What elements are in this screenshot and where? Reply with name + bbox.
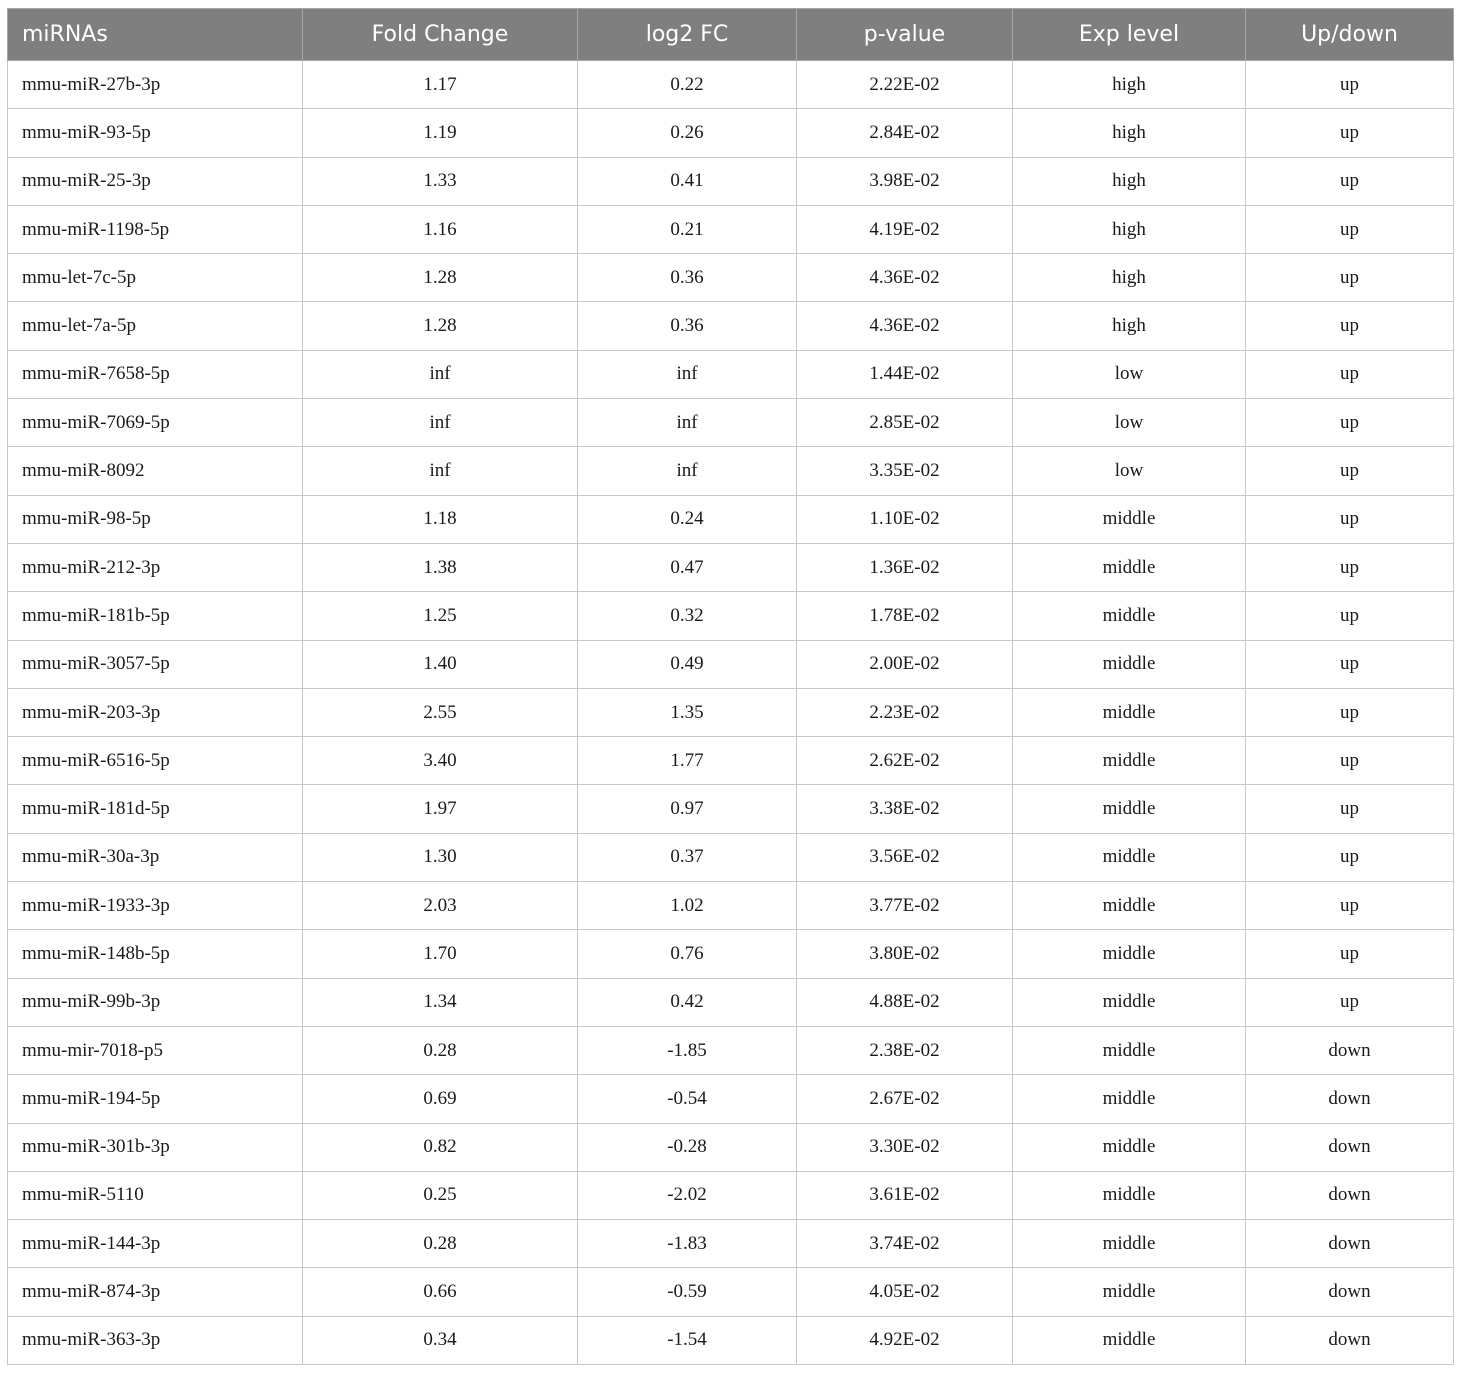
fold-change-cell: 1.34 xyxy=(303,978,578,1026)
log2-fc-cell: -0.54 xyxy=(578,1075,797,1123)
table-body xyxy=(8,61,1454,1365)
fold-change-cell: inf xyxy=(303,350,578,398)
table-row xyxy=(8,1026,1454,1074)
log2-fc-cell: 0.76 xyxy=(578,930,797,978)
log2-fc-cell: 0.97 xyxy=(578,785,797,833)
p-value-cell: 3.80E-02 xyxy=(797,930,1013,978)
p-value-cell: 4.88E-02 xyxy=(797,978,1013,1026)
table-row xyxy=(8,205,1454,253)
up-down-cell: down xyxy=(1246,1123,1454,1171)
log2-fc-cell: 0.22 xyxy=(578,61,797,109)
fold-change-cell: 1.25 xyxy=(303,592,578,640)
fold-change-cell: 0.28 xyxy=(303,1026,578,1074)
fold-change-cell: 1.33 xyxy=(303,157,578,205)
up-down-cell: up xyxy=(1246,61,1454,109)
log2-fc-cell: 0.41 xyxy=(578,157,797,205)
log2-fc-cell: inf xyxy=(578,350,797,398)
table-row xyxy=(8,1171,1454,1219)
mirna-cell: mmu-let-7c-5p xyxy=(8,254,303,302)
exp-level-cell: high xyxy=(1013,302,1246,350)
fold-change-cell: 0.69 xyxy=(303,1075,578,1123)
fold-change-cell: 1.97 xyxy=(303,785,578,833)
table-row xyxy=(8,157,1454,205)
log2-fc-cell: 0.24 xyxy=(578,495,797,543)
up-down-cell: up xyxy=(1246,254,1454,302)
exp-level-cell: low xyxy=(1013,447,1246,495)
table-row xyxy=(8,447,1454,495)
mirna-cell: mmu-miR-363-3p xyxy=(8,1316,303,1364)
log2-fc-cell: 1.35 xyxy=(578,688,797,736)
p-value-cell: 3.56E-02 xyxy=(797,833,1013,881)
table-row xyxy=(8,592,1454,640)
exp-level-cell: middle xyxy=(1013,1075,1246,1123)
mirna-cell: mmu-miR-144-3p xyxy=(8,1220,303,1268)
exp-level-cell: middle xyxy=(1013,495,1246,543)
fold-change-cell: 1.40 xyxy=(303,640,578,688)
table-row xyxy=(8,640,1454,688)
column-header-fold-change: Fold Change xyxy=(303,9,578,61)
table-row xyxy=(8,254,1454,302)
up-down-cell: down xyxy=(1246,1026,1454,1074)
table-row xyxy=(8,882,1454,930)
mirna-cell: mmu-miR-181d-5p xyxy=(8,785,303,833)
up-down-cell: up xyxy=(1246,157,1454,205)
mirna-cell: mmu-miR-194-5p xyxy=(8,1075,303,1123)
up-down-cell: down xyxy=(1246,1075,1454,1123)
table-row xyxy=(8,833,1454,881)
up-down-cell: up xyxy=(1246,205,1454,253)
table-row xyxy=(8,737,1454,785)
p-value-cell: 1.78E-02 xyxy=(797,592,1013,640)
mirna-cell: mmu-miR-1198-5p xyxy=(8,205,303,253)
mirna-table xyxy=(7,8,1454,1365)
log2-fc-cell: -1.85 xyxy=(578,1026,797,1074)
fold-change-cell: 1.28 xyxy=(303,302,578,350)
fold-change-cell: inf xyxy=(303,399,578,447)
mirna-cell: mmu-miR-93-5p xyxy=(8,109,303,157)
column-header-p-value: p-value xyxy=(797,9,1013,61)
fold-change-cell: 2.03 xyxy=(303,882,578,930)
log2-fc-cell: -0.59 xyxy=(578,1268,797,1316)
mirna-cell: mmu-miR-6516-5p xyxy=(8,737,303,785)
fold-change-cell: 1.28 xyxy=(303,254,578,302)
mirna-cell: mmu-miR-98-5p xyxy=(8,495,303,543)
mirna-cell: mmu-miR-27b-3p xyxy=(8,61,303,109)
exp-level-cell: middle xyxy=(1013,930,1246,978)
p-value-cell: 4.92E-02 xyxy=(797,1316,1013,1364)
p-value-cell: 3.61E-02 xyxy=(797,1171,1013,1219)
exp-level-cell: high xyxy=(1013,254,1246,302)
p-value-cell: 3.38E-02 xyxy=(797,785,1013,833)
exp-level-cell: low xyxy=(1013,399,1246,447)
mirna-cell: mmu-miR-3057-5p xyxy=(8,640,303,688)
p-value-cell: 2.22E-02 xyxy=(797,61,1013,109)
p-value-cell: 4.05E-02 xyxy=(797,1268,1013,1316)
mirna-cell: mmu-miR-874-3p xyxy=(8,1268,303,1316)
up-down-cell: up xyxy=(1246,882,1454,930)
p-value-cell: 2.84E-02 xyxy=(797,109,1013,157)
log2-fc-cell: 0.42 xyxy=(578,978,797,1026)
log2-fc-cell: 0.47 xyxy=(578,543,797,591)
fold-change-cell: 0.28 xyxy=(303,1220,578,1268)
p-value-cell: 3.77E-02 xyxy=(797,882,1013,930)
exp-level-cell: middle xyxy=(1013,833,1246,881)
p-value-cell: 2.00E-02 xyxy=(797,640,1013,688)
mirna-cell: mmu-miR-301b-3p xyxy=(8,1123,303,1171)
table-row xyxy=(8,495,1454,543)
table-row xyxy=(8,785,1454,833)
exp-level-cell: high xyxy=(1013,61,1246,109)
up-down-cell: down xyxy=(1246,1268,1454,1316)
exp-level-cell: middle xyxy=(1013,1171,1246,1219)
log2-fc-cell: 0.21 xyxy=(578,205,797,253)
up-down-cell: up xyxy=(1246,592,1454,640)
up-down-cell: up xyxy=(1246,495,1454,543)
p-value-cell: 2.38E-02 xyxy=(797,1026,1013,1074)
log2-fc-cell: 1.77 xyxy=(578,737,797,785)
log2-fc-cell: 0.36 xyxy=(578,302,797,350)
up-down-cell: up xyxy=(1246,833,1454,881)
p-value-cell: 1.10E-02 xyxy=(797,495,1013,543)
up-down-cell: up xyxy=(1246,978,1454,1026)
table-row xyxy=(8,1268,1454,1316)
exp-level-cell: middle xyxy=(1013,640,1246,688)
exp-level-cell: low xyxy=(1013,350,1246,398)
mirna-cell: mmu-miR-7658-5p xyxy=(8,350,303,398)
p-value-cell: 2.62E-02 xyxy=(797,737,1013,785)
mirna-cell: mmu-miR-203-3p xyxy=(8,688,303,736)
exp-level-cell: middle xyxy=(1013,1123,1246,1171)
exp-level-cell: middle xyxy=(1013,785,1246,833)
up-down-cell: down xyxy=(1246,1316,1454,1364)
table-header xyxy=(8,9,1454,61)
column-header-up-down: Up/down xyxy=(1246,9,1454,61)
log2-fc-cell: -0.28 xyxy=(578,1123,797,1171)
table-row xyxy=(8,61,1454,109)
fold-change-cell: 0.66 xyxy=(303,1268,578,1316)
table-row xyxy=(8,1220,1454,1268)
exp-level-cell: high xyxy=(1013,109,1246,157)
p-value-cell: 2.85E-02 xyxy=(797,399,1013,447)
p-value-cell: 3.98E-02 xyxy=(797,157,1013,205)
p-value-cell: 4.19E-02 xyxy=(797,205,1013,253)
up-down-cell: up xyxy=(1246,399,1454,447)
exp-level-cell: middle xyxy=(1013,1026,1246,1074)
up-down-cell: up xyxy=(1246,109,1454,157)
log2-fc-cell: -2.02 xyxy=(578,1171,797,1219)
column-header-exp-level: Exp level xyxy=(1013,9,1246,61)
fold-change-cell: 1.70 xyxy=(303,930,578,978)
mirna-cell: mmu-miR-99b-3p xyxy=(8,978,303,1026)
log2-fc-cell: 0.26 xyxy=(578,109,797,157)
up-down-cell: down xyxy=(1246,1220,1454,1268)
log2-fc-cell: inf xyxy=(578,447,797,495)
fold-change-cell: 3.40 xyxy=(303,737,578,785)
up-down-cell: up xyxy=(1246,688,1454,736)
exp-level-cell: middle xyxy=(1013,737,1246,785)
p-value-cell: 4.36E-02 xyxy=(797,254,1013,302)
fold-change-cell: 0.25 xyxy=(303,1171,578,1219)
up-down-cell: up xyxy=(1246,350,1454,398)
p-value-cell: 4.36E-02 xyxy=(797,302,1013,350)
log2-fc-cell: -1.54 xyxy=(578,1316,797,1364)
table-row xyxy=(8,399,1454,447)
up-down-cell: up xyxy=(1246,785,1454,833)
column-header-log2-fc: log2 FC xyxy=(578,9,797,61)
mirna-cell: mmu-mir-7018-p5 xyxy=(8,1026,303,1074)
exp-level-cell: middle xyxy=(1013,592,1246,640)
log2-fc-cell: 0.36 xyxy=(578,254,797,302)
column-header-mirnas: miRNAs xyxy=(8,9,303,61)
exp-level-cell: middle xyxy=(1013,882,1246,930)
mirna-cell: mmu-let-7a-5p xyxy=(8,302,303,350)
table-row xyxy=(8,350,1454,398)
p-value-cell: 2.67E-02 xyxy=(797,1075,1013,1123)
table-row xyxy=(8,688,1454,736)
exp-level-cell: middle xyxy=(1013,978,1246,1026)
fold-change-cell: 1.38 xyxy=(303,543,578,591)
exp-level-cell: middle xyxy=(1013,543,1246,591)
up-down-cell: up xyxy=(1246,447,1454,495)
log2-fc-cell: 1.02 xyxy=(578,882,797,930)
exp-level-cell: middle xyxy=(1013,1316,1246,1364)
mirna-cell: mmu-miR-212-3p xyxy=(8,543,303,591)
table-row xyxy=(8,930,1454,978)
exp-level-cell: middle xyxy=(1013,1268,1246,1316)
up-down-cell: down xyxy=(1246,1171,1454,1219)
mirna-cell: mmu-miR-8092 xyxy=(8,447,303,495)
table-row xyxy=(8,543,1454,591)
fold-change-cell: inf xyxy=(303,447,578,495)
log2-fc-cell: inf xyxy=(578,399,797,447)
mirna-cell: mmu-miR-7069-5p xyxy=(8,399,303,447)
up-down-cell: up xyxy=(1246,302,1454,350)
mirna-cell: mmu-miR-148b-5p xyxy=(8,930,303,978)
fold-change-cell: 1.30 xyxy=(303,833,578,881)
fold-change-cell: 1.18 xyxy=(303,495,578,543)
mirna-cell: mmu-miR-30a-3p xyxy=(8,833,303,881)
p-value-cell: 3.74E-02 xyxy=(797,1220,1013,1268)
fold-change-cell: 0.82 xyxy=(303,1123,578,1171)
fold-change-cell: 0.34 xyxy=(303,1316,578,1364)
up-down-cell: up xyxy=(1246,543,1454,591)
table-row xyxy=(8,1075,1454,1123)
exp-level-cell: high xyxy=(1013,157,1246,205)
log2-fc-cell: 0.49 xyxy=(578,640,797,688)
table-row xyxy=(8,302,1454,350)
log2-fc-cell: -1.83 xyxy=(578,1220,797,1268)
fold-change-cell: 1.16 xyxy=(303,205,578,253)
table-row xyxy=(8,978,1454,1026)
exp-level-cell: high xyxy=(1013,205,1246,253)
fold-change-cell: 2.55 xyxy=(303,688,578,736)
p-value-cell: 1.36E-02 xyxy=(797,543,1013,591)
exp-level-cell: middle xyxy=(1013,688,1246,736)
fold-change-cell: 1.19 xyxy=(303,109,578,157)
table-row xyxy=(8,1316,1454,1364)
p-value-cell: 2.23E-02 xyxy=(797,688,1013,736)
p-value-cell: 3.35E-02 xyxy=(797,447,1013,495)
up-down-cell: up xyxy=(1246,640,1454,688)
p-value-cell: 3.30E-02 xyxy=(797,1123,1013,1171)
exp-level-cell: middle xyxy=(1013,1220,1246,1268)
header-row xyxy=(8,9,1454,61)
table-row xyxy=(8,1123,1454,1171)
mirna-cell: mmu-miR-5110 xyxy=(8,1171,303,1219)
log2-fc-cell: 0.32 xyxy=(578,592,797,640)
mirna-cell: mmu-miR-1933-3p xyxy=(8,882,303,930)
up-down-cell: up xyxy=(1246,930,1454,978)
table-row xyxy=(8,109,1454,157)
mirna-cell: mmu-miR-181b-5p xyxy=(8,592,303,640)
log2-fc-cell: 0.37 xyxy=(578,833,797,881)
fold-change-cell: 1.17 xyxy=(303,61,578,109)
mirna-cell: mmu-miR-25-3p xyxy=(8,157,303,205)
up-down-cell: up xyxy=(1246,737,1454,785)
p-value-cell: 1.44E-02 xyxy=(797,350,1013,398)
